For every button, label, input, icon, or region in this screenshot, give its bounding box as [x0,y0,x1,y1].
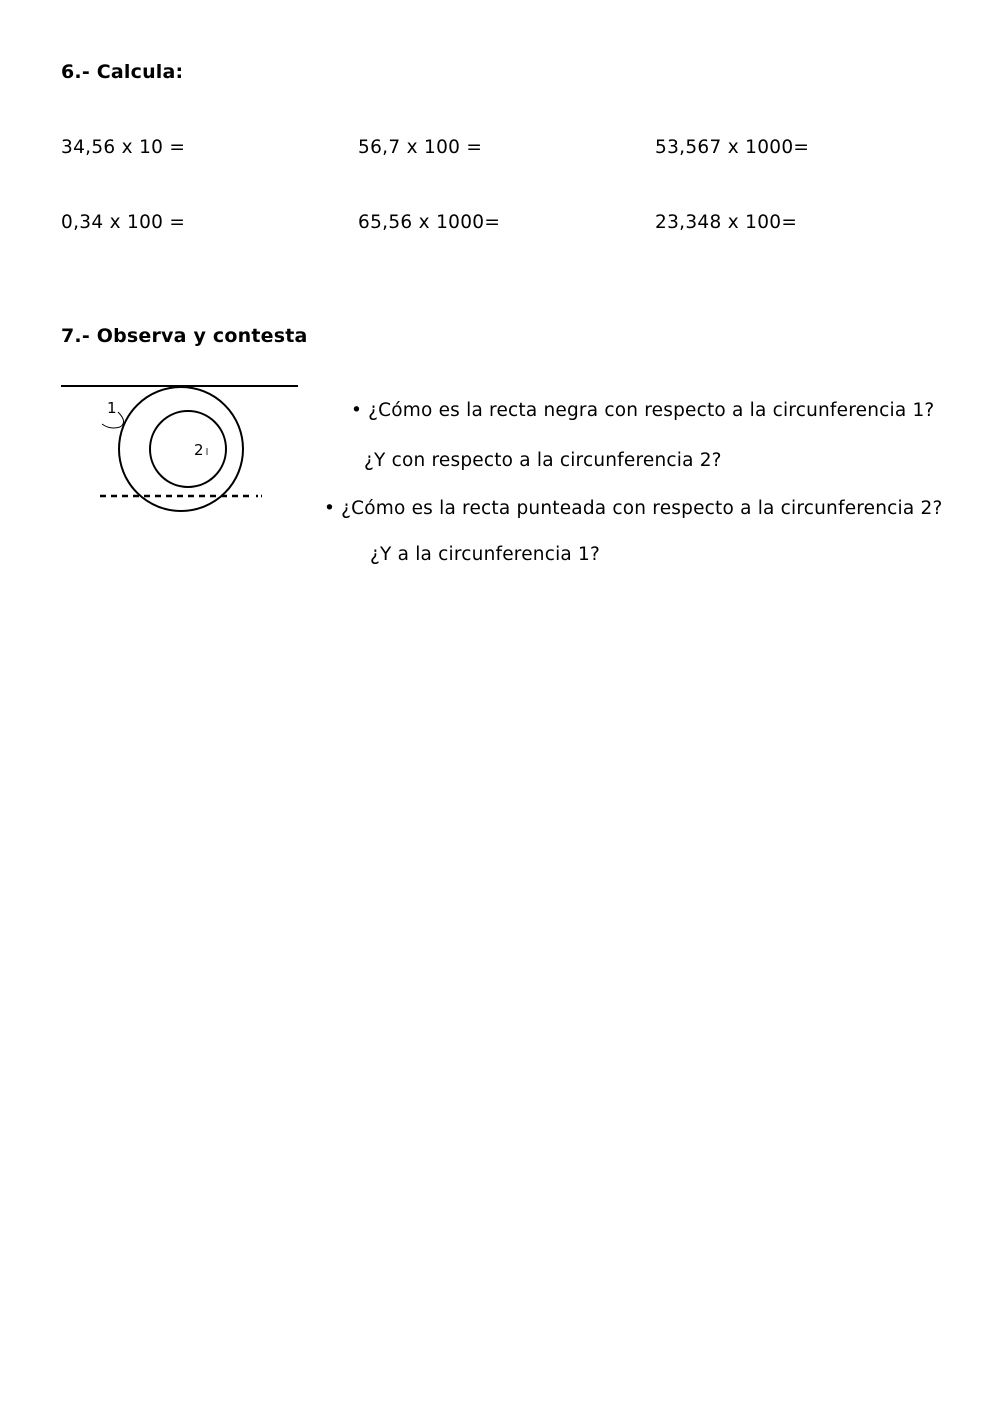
question-2-text: ¿Cómo es la recta punteada con respecto a la circunferencia 2? [341,498,943,519]
bullet: • [351,400,363,421]
section-7-title: 7.- Observa y contesta [61,325,308,347]
question-1-text: ¿Cómo es la recta negra con respecto a la circunferencia 1? [368,400,935,421]
operation-1: 34,56 x 10 = [61,137,186,158]
outer-circle [119,387,243,511]
bullet: • [324,498,336,519]
question-2-follow-up: ¿Y a la circunferencia 1? [370,544,601,565]
operation-4: 0,34 x 100 = [61,212,186,233]
question-1-follow-up: ¿Y con respecto a la circunferencia 2? [364,450,722,471]
section-6-title: 6.- Calcula: [61,61,184,83]
operation-6: 23,348 x 100= [655,212,798,233]
operation-3: 53,567 x 1000= [655,137,810,158]
inner-circle [150,411,226,487]
operation-5: 65,56 x 1000= [358,212,501,233]
question-2 [324,498,943,519]
circle-1-label: 1 [107,399,117,417]
question-1 [351,400,934,421]
circle-2-label: 2 [194,441,204,459]
operation-2: 56,7 x 100 = [358,137,483,158]
